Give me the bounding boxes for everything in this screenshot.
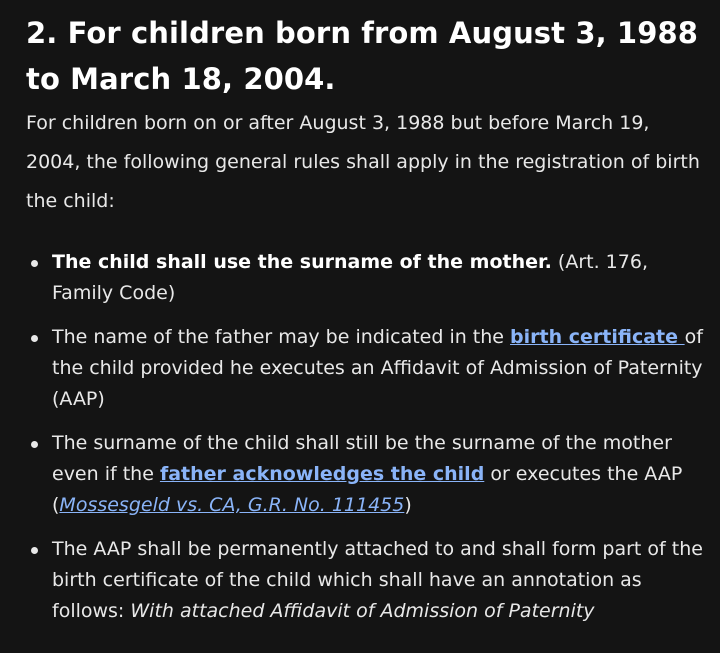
list-item xyxy=(26,428,706,521)
annotation-text: With attached Affidavit of Admission of Paternity xyxy=(130,600,595,622)
rule-text: or executes the AAP ( xyxy=(52,463,683,516)
list-item xyxy=(26,534,706,627)
rule-bold-text: The child shall use the surname of the mother. xyxy=(52,251,552,273)
birth-certificate-link[interactable]: birth certificate xyxy=(510,326,685,348)
rule-text: The surname of the child shall still be the surname of the mother even if the xyxy=(52,432,672,485)
section-heading: 2. For children born from August 3, 1988 to March 18, 2004. xyxy=(26,16,699,96)
rules-list xyxy=(26,247,706,627)
rule-citation: (Art. 176, Family Code) xyxy=(52,251,648,304)
list-item xyxy=(26,247,706,309)
rule-text: ) xyxy=(404,494,412,516)
rule-text: The name of the father may be indicated in the xyxy=(52,326,511,348)
list-item xyxy=(26,322,706,415)
rule-text: of the child provided he executes an Affidavit of Admission of Paternity (AAP) xyxy=(52,326,703,410)
rule-text: The AAP shall be permanently attached to and shall form part of the birth certificate of the child which shall have an annotation as follows: xyxy=(52,538,703,622)
intro-paragraph: For children born on or after August 3, 1988 but before March 19, 2004, the following general rules shall apply in the registration of birth the child: xyxy=(26,112,700,212)
father-acknowledges-link[interactable]: father acknowledges the child xyxy=(159,463,485,485)
case-citation-link[interactable]: Mossesgeld vs. CA, G.R. No. 111455 xyxy=(59,494,405,516)
